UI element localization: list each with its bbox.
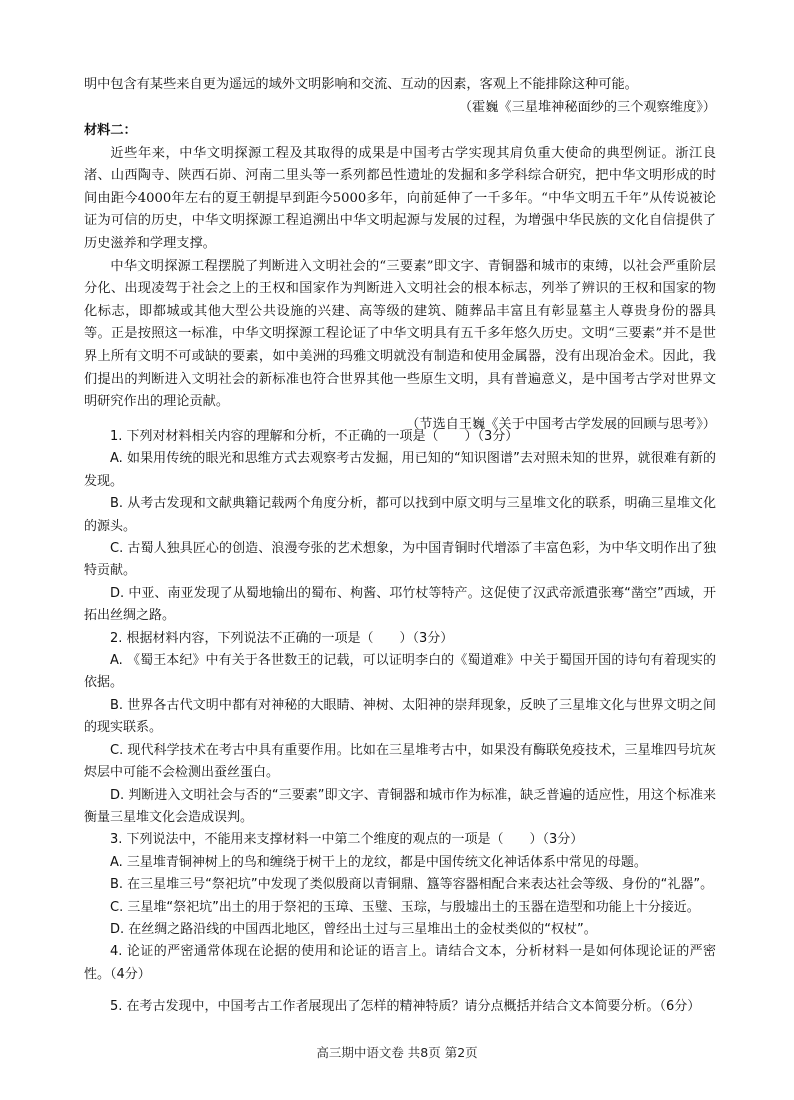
option-b: B. 在三星堆三号“祭祀坑”中发现了类似殷商以青铜鼎、簋等容器相配合来表达社会等级、身份的“礼器”。 (110, 877, 714, 893)
question-stem: 1. 下列对材料相关内容的理解和分析，不正确的一项是（ ）（3分） (110, 429, 519, 444)
option-a: A. 三星堆青铜神树上的鸟和缠绕于树干上的龙纹，都是中国传统文化神话体系中常见的母题。 (110, 854, 647, 870)
material2-heading: 材料二： (84, 123, 137, 138)
question-4 (84, 941, 716, 986)
material2-paragraph: 近些年来，中华文明探源工程及其取得的成果是中国考古学实现其肩负重大使命的典型例证。浙江良渚、山西陶寺、陕西石峁、河南二里头等一系列都邑性遗址的发掘和多学科综合研究，把中华文明形成的时间由距今4000年左右的夏王朝提早到距今5000多年，向前延伸了一千多年。“中华文明五千年”从传说被论证为可信的历史，中华文明探源工程追溯出中华文明起源与发展的过程，为增强中华民族的文化自信提供了历史滋养和学理支撑。 (84, 145, 716, 251)
questions-section (84, 426, 716, 1019)
material1-source: （霍巍《三星堆神秘面纱的三个观察维度》） (458, 99, 716, 115)
option-d: D. 中亚、南亚发现了从蜀地输出的蜀布、枸酱、邛竹杖等特产。这促使了汉武帝派遣张骞“凿空”西域，开拓出丝绸之路。 (84, 585, 716, 624)
question-1 (84, 426, 716, 628)
question-stem: 5. 在考古发现中，中国考古工作者展现出了怎样的精神特质？请分点概括并结合文本简要分析。（6分） (110, 999, 701, 1015)
material2-paragraph: 中华文明探源工程摆脱了判断进入文明社会的“三要素”即文字、青铜器和城市的束缚，以社会严重阶层分化、出现凌驾于社会之上的王权和国家作为判断进入文明社会的根本标志，列举了辨识的王权和国家的物化标志，即都城或其他大型公共设施的兴建、高等级的建筑、随葬品丰富且有彰显墓主人尊贵身份的器具等。正是按照这一标准，中华文明探源工程论证了中华文明具有五千多年悠久历史。文明“三要素”并不是世界上所有文明不可或缺的要素，如中美洲的玛雅文明就没有制造和使用金属器，没有出现冶金术。因此，我们提出的判断进入文明社会的新标准也符合世界其他一些原生文明，具有普遍意义，是中国考古学对世界文明研究作出的理论贡献。 (84, 258, 716, 410)
question-stem: 2. 根据材料内容，下列说法不正确的一项是（ ）（3分） (110, 630, 454, 646)
material2-section (84, 120, 716, 436)
question-5 (84, 996, 716, 1018)
option-c: C. 三星堆“祭祀坑”出土的用于祭祀的玉璋、玉璧、玉琮，与殷墟出土的玉器在造型和功能上十分接近。 (110, 899, 700, 915)
option-a: A. 《蜀王本纪》中有关于各世数王的记载，可以证明李白的《蜀道难》中关于蜀国开国的诗句有着现实的依据。 (84, 653, 716, 691)
page-footer: 高三期中语文卷 共8页 第2页 (316, 1045, 478, 1060)
option-c: C. 现代科学技术在考古中具有重要作用。比如在三星堆考古中，如果没有酶联免疫技术，三星堆四号坑灰烬层中可能不会检测出蚕丝蛋白。 (84, 742, 716, 781)
option-b: B. 从考古发现和文献典籍记载两个角度分析，都可以找到中原文明与三星堆文化的联系，明确三星堆文化的源头。 (84, 496, 716, 534)
option-b: B. 世界各古代文明中都有对神秘的大眼睛、神树、太阳神的崇拜现象，反映了三星堆文化与世界文明之间的现实联系。 (84, 697, 716, 736)
material2-source: （节选自王巍《关于中国考古学发展的回顾与思考》） (406, 416, 716, 432)
option-d: D. 判断进入文明社会与否的“三要素”即文字、青铜器和城市作为标准，缺乏普遍的适应性，用这个标准来衡量三星堆文化会造成误判。 (84, 787, 716, 825)
question-stem: 3. 下列说法中，不能用来支撑材料一中第二个维度的观点的一项是（ ）（3分） (110, 832, 584, 848)
material1-tail (84, 74, 716, 119)
question-3 (84, 829, 716, 941)
option-c: C. 古蜀人独具匠心的创造、浪漫夸张的艺术想象，为中国青铜时代增添了丰富色彩，为中华文明作出了独特贡献。 (84, 541, 716, 579)
option-d: D. 在丝绸之路沿线的中国西北地区，曾经出土过与三星堆出土的金杖类似的“权杖”。 (110, 921, 597, 937)
question-stem: 4. 论证的严密通常体现在论据的使用和论证的语言上。请结合文本，分析材料一是如何体现论证的严密性。（4分） (84, 944, 716, 982)
option-a: A. 如果用传统的眼光和思维方式去观察考古发掘，用已知的“知识图谱”去对照未知的世界，就很难有新的发现。 (84, 451, 716, 489)
material1-continuation: 明中包含有某些来自更为遥远的域外文明影响和交流、互动的因素，客观上不能排除这种可能。 (84, 77, 638, 92)
question-2 (84, 628, 716, 830)
